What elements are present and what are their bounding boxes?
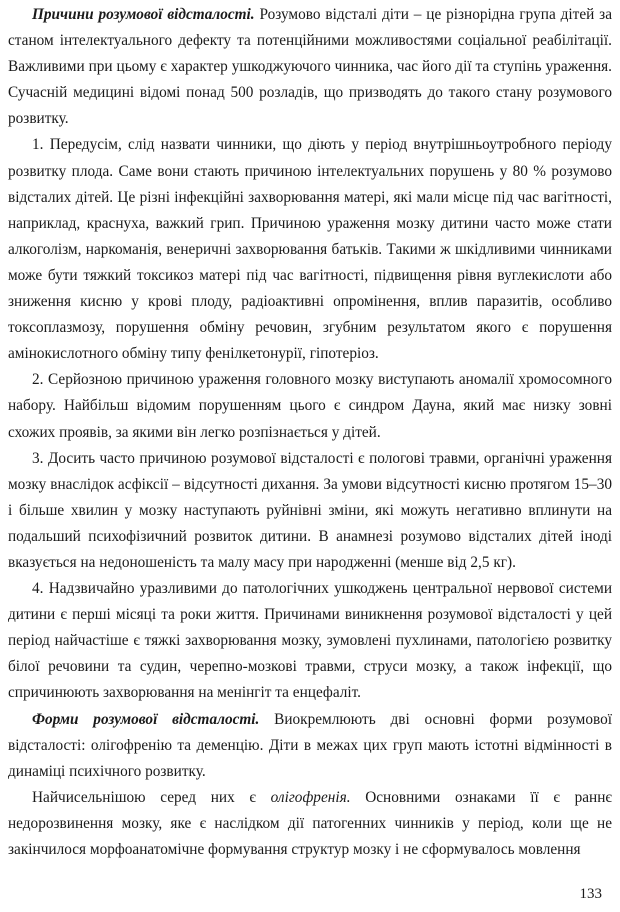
section-heading-forms: Форми розумової відсталості. [32, 710, 260, 728]
term-oligophrenia: олігофренія. [270, 788, 351, 806]
list-item-text: 3. Досить часто причиною розумової відсталості є пологові травми, органічні ураження мозку внаслідок асфіксії – відсутності дихання. За умови відсутності кисню протягом 15–30 і більше хвилин у мозку наступають руйнівні зміни, які можуть негативно вплинути на подальший психофізичний розвиток дитини. В анамнезі розумово відсталих дітей іноді вказується на недоношеність та малу масу при народженні (менше від 2,5 кг). [8, 449, 612, 571]
list-item-2 [8, 367, 612, 445]
list-item-3 [8, 446, 612, 576]
list-item-text: 2. Серйозною причиною ураження головного мозку виступають аномалії хромосомного набору. Найбільш відомим порушенням цього є синдром Дауна, який має низку зовні схожих проявів, за якими він легко розпізнається у дітей. [8, 371, 612, 441]
paragraph-text: Основними ознаками її є раннє недорозвинення мозку, яке є наслідком дії патогенних чинників у період, коли ще не закінчилося морфоанатомічне формування структур мозку і не сформувалось мовлення [8, 788, 612, 858]
paragraph-causes [8, 2, 612, 132]
list-item-text: 1. Передусім, слід назвати чинники, що діють у період внутрішньоутробного періоду розвитку плода. Саме вони стають причиною інтелектуальних порушень у 80 % розумово відсталих дітей. Це різні інфекційні захворювання матері, які мали місце під час вагітності, наприклад, краснуха, важкий грип. Причиною ураження мозку дитини часто може стати алкоголізм, наркоманія, венеричні захворювання батьків. Такими ж шкідливими чинниками може бути тяжкий токсикоз матері під час вагітності, підвищення рівня вуглекислоти або зниження кисню у крові плоду, радіоактивні опромінення, вплив паразитів, особливо токсоплазмозу, порушення обміну речовин, згубним результатом якого є порушення амінокислотного обміну типу фенілкетонурії, гіпотеріоз. [8, 136, 612, 363]
paragraph-oligophrenia [8, 785, 612, 863]
paragraph-forms [8, 707, 612, 785]
paragraph-text: Виокремлюють дві основні форми розумової відсталості: олігофренію та деменцію. Діти в межах цих груп мають істотні відмінності в динаміці психічного розвитку. [8, 710, 612, 780]
page-number: 133 [579, 886, 602, 902]
section-heading-causes: Причини розумової відсталості. [32, 6, 255, 23]
list-item-text: 4. Надзвичайно уразливими до патологічних ушкоджень центральної нервової системи дитини є перші місяці та роки життя. Причинами виникнення розумової відсталості у цей період найчастіше є тяжкі захворювання мозку, зумовлені пухлинами, патологією розвитку білої речовини та судин, черепно-мозкові травми, струси мозку, а також інфекції, що спричинюють захворювання на менінгіт та енцефаліт. [8, 580, 612, 702]
page-body [8, 2, 612, 863]
list-item-4 [8, 576, 612, 706]
paragraph-text: Найчисельнішою серед них є [32, 788, 271, 806]
paragraph-text: Розумово відсталі діти – це різнорідна група дітей за станом інтелектуального дефекту та потенційними можливостями соціальної реабілітації. Важливими при цьому є характер ушкоджуючого чинника, час його дії та ступінь ураження. Сучасній медицині відомі понад 500 розладів, що призводять до такого стану розумового розвитку. [8, 6, 612, 128]
list-item-1 [8, 132, 612, 367]
